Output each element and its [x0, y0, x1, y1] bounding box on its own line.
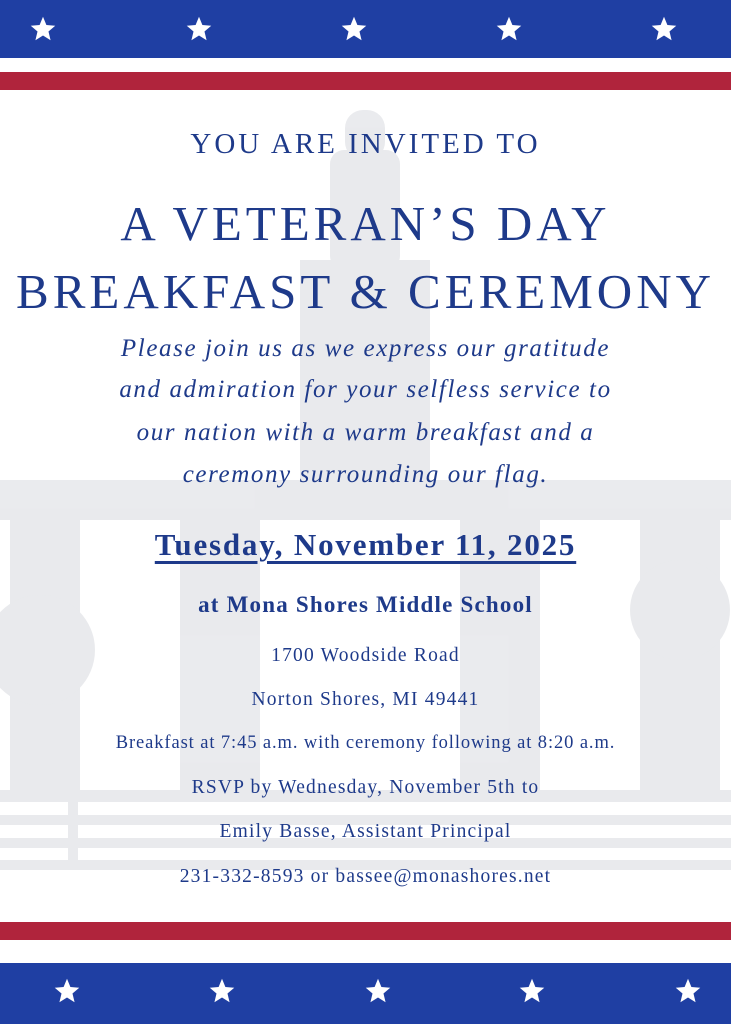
bottom-blue-band [0, 963, 731, 1024]
star-icon [53, 977, 81, 1005]
message-line: and admiration for your selfless service to [119, 376, 612, 403]
message-line: our nation with a warm breakfast and a [136, 419, 595, 446]
event-schedule: Breakfast at 7:45 a.m. with ceremony following at 8:20 a.m. [115, 733, 616, 753]
star-icon [674, 977, 702, 1005]
contact-info: 231-332-8593 or bassee@monashores.net [179, 866, 552, 887]
message-line: Please join us as we express our gratitude [120, 335, 611, 362]
contact-name: Emily Basse, Assistant Principal [219, 821, 512, 842]
event-location: at Mona Shores Middle School [198, 592, 533, 617]
event-title-line1: A VETERAN’S DAY [120, 196, 611, 251]
address-line1: 1700 Woodside Road [271, 645, 460, 666]
invitation-intro: YOU ARE INVITED TO [190, 128, 541, 160]
bottom-red-stripe [0, 922, 731, 940]
star-icon [208, 977, 236, 1005]
rsvp-deadline: RSVP by Wednesday, November 5th to [191, 777, 540, 798]
star-icon [518, 977, 546, 1005]
event-title-line2: BREAKFAST & CEREMONY [16, 264, 715, 319]
event-date: Tuesday, November 11, 2025 [154, 527, 577, 562]
bottom-star-row [0, 977, 731, 1035]
message-line: ceremony surrounding our flag. [182, 461, 549, 488]
star-icon [364, 977, 392, 1005]
address-line2: Norton Shores, MI 49441 [251, 689, 480, 710]
